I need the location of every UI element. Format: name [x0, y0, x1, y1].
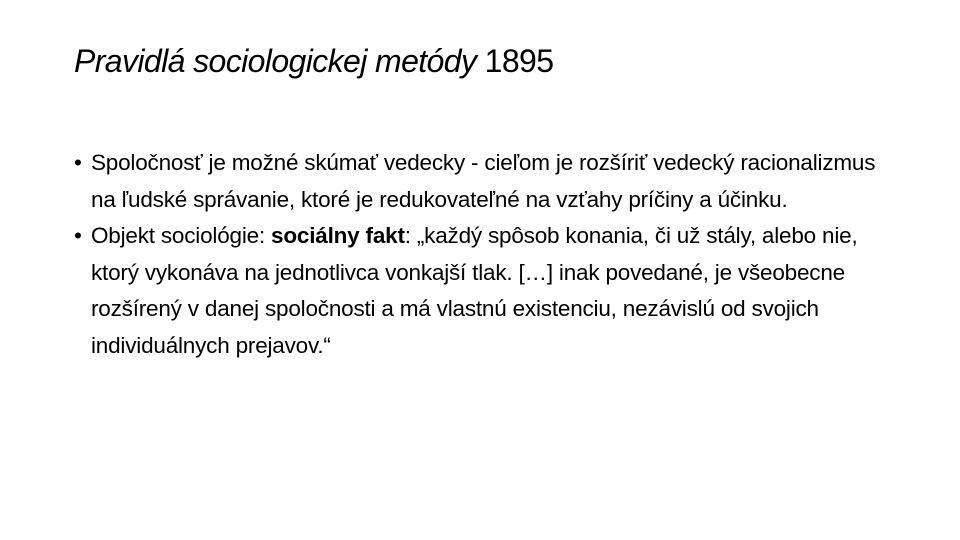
- bullet-item-social-fact: [74, 218, 894, 364]
- bullet-item-scientific-study: [74, 145, 894, 218]
- bullet-quote: : „každý spôsob konania, či už stály, alebo nie, ktorý vykonáva na jednotlivca vonkajší tlak. […] inak povedané, je všeobecne rozšírený v danej spoločnosti a má vlastnú existenciu, nezávislú od svojich individuálnych prejavov.“: [91, 223, 858, 358]
- bullet-icon: •: [74, 223, 82, 248]
- bullet-bold-term: sociálny fakt: [271, 223, 405, 248]
- slide-title: [74, 36, 894, 86]
- bullet-list: [74, 145, 894, 364]
- bullet-prefix: Objekt sociológie:: [91, 223, 272, 248]
- bullet-icon: •: [74, 150, 82, 175]
- title-book-name: Pravidlá sociologickej metódy: [74, 43, 477, 79]
- title-year: 1895: [484, 43, 554, 79]
- bullet-text: Spoločnosť je možné skúmať vedecky - cieľom je rozšíriť vedecký racionalizmus na ľudské správanie, ktoré je redukovateľné na vzťahy príčiny a účinku.: [91, 150, 876, 212]
